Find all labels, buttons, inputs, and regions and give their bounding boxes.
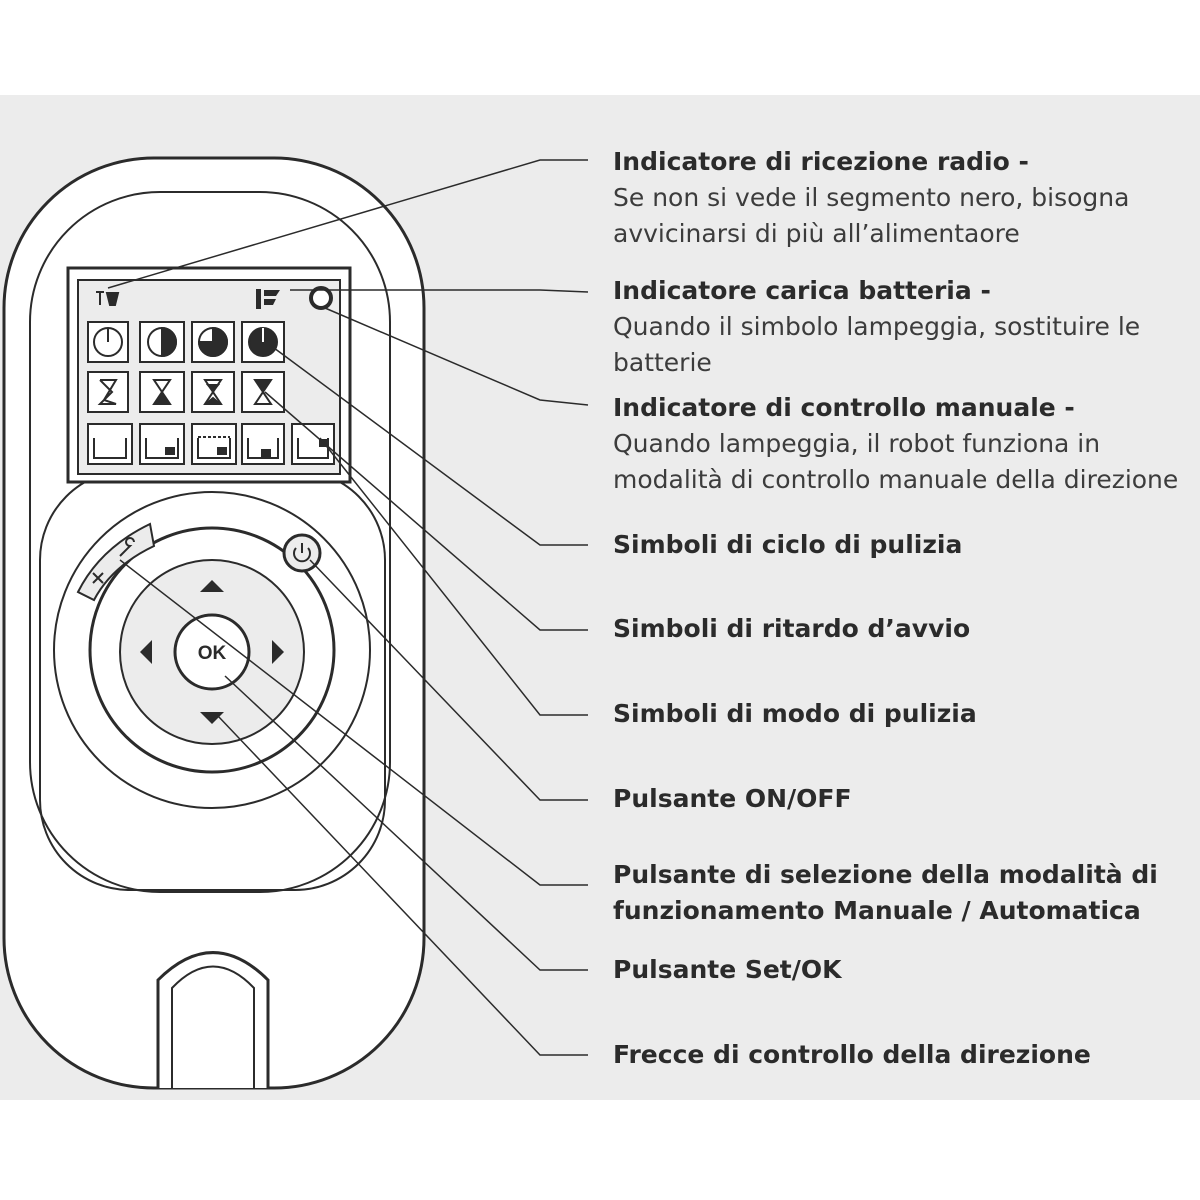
label-delay: Simboli di ritardo d’avvio: [613, 614, 971, 643]
label-battery: Indicatore carica batteria - Quando il simbolo lampeggia, sostituire le batterie: [613, 276, 1141, 377]
label-arrows: Frecce di controllo della direzione: [613, 1040, 1091, 1069]
battery-icon: [311, 288, 331, 308]
lanyard-hook: [158, 953, 268, 1089]
label-cycle: Simboli di ciclo di pulizia: [613, 530, 963, 559]
label-mode-select: Pulsante di selezione della modalità di funzionamento Manuale / Automatica: [613, 860, 1158, 925]
mode-symbols: [88, 424, 334, 464]
label-manual: Indicatore di controllo manuale - Quando lampeggia, il robot funziona in modalità di controllo manuale della direzione: [613, 393, 1179, 494]
label-ok: Pulsante Set/OK: [613, 955, 842, 984]
label-radio: Indicatore di ricezione radio - Se non si vede il segmento nero, bisogna avvicinarsi di più all’alimentaore: [613, 147, 1130, 248]
label-mode: Simboli di modo di pulizia: [613, 699, 977, 728]
ok-label: OK: [197, 643, 227, 664]
label-onoff: Pulsante ON/OFF: [613, 784, 852, 813]
